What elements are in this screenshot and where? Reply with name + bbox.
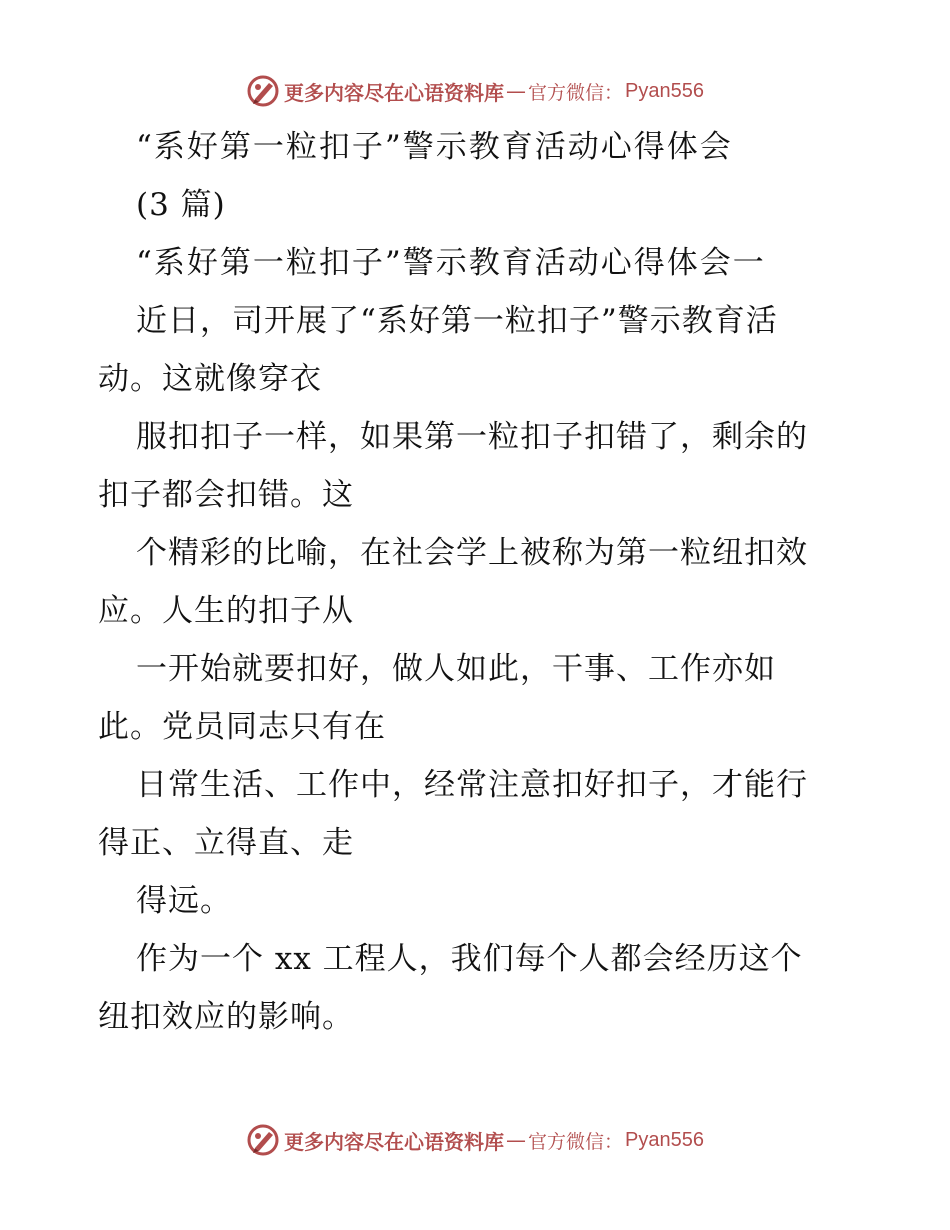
banner-separator: —: [506, 79, 526, 103]
pen-logo-icon: [246, 1123, 280, 1157]
paragraph-line: 作为一个 xx 工程人，我们每个人都会经历这个: [136, 941, 803, 977]
document-title-count: (3 篇): [136, 187, 226, 223]
paragraph-line: 扣子都会扣错。这: [98, 477, 354, 513]
paragraph-line: 此。党员同志只有在: [98, 709, 386, 745]
banner-text: 更多内容尽在心语资料库: [284, 80, 504, 105]
paragraph-line: 一开始就要扣好，做人如此，干事、工作亦如: [136, 651, 776, 687]
paragraph-line: 个精彩的比喻，在社会学上被称为第一粒纽扣效: [136, 535, 808, 571]
document-subtitle: “系好第一粒扣子”警示教育活动心得体会一: [136, 245, 766, 281]
paragraph-line: 纽扣效应的影响。: [98, 999, 354, 1035]
banner-text: 更多内容尽在心语资料库: [284, 1129, 504, 1154]
paragraph-line: 日常生活、工作中，经常注意扣好扣子，才能行: [136, 767, 808, 803]
banner-wechat-id: Pyan556: [625, 1128, 704, 1151]
paragraph-line: 近日，司开展了“系好第一粒扣子”警示教育活: [136, 303, 778, 339]
banner-wechat-label: 官方微信：: [528, 1130, 624, 1153]
header-banner: [0, 71, 950, 111]
paragraph-line: 得正、立得直、走: [98, 825, 354, 861]
paragraph-line: 动。这就像穿衣: [98, 361, 322, 397]
paragraph-line: 服扣扣子一样，如果第一粒扣子扣错了，剩余的: [136, 419, 808, 455]
document-body: [98, 118, 858, 1046]
banner-wechat-label: 官方微信：: [528, 81, 624, 104]
footer-banner: [0, 1120, 950, 1160]
banner-separator: —: [506, 1128, 526, 1152]
pen-logo-icon: [246, 74, 280, 108]
document-title: “系好第一粒扣子”警示教育活动心得体会: [136, 129, 733, 165]
paragraph-line: 得远。: [136, 883, 232, 919]
banner-wechat-id: Pyan556: [625, 79, 704, 102]
paragraph-line: 应。人生的扣子从: [98, 593, 354, 629]
